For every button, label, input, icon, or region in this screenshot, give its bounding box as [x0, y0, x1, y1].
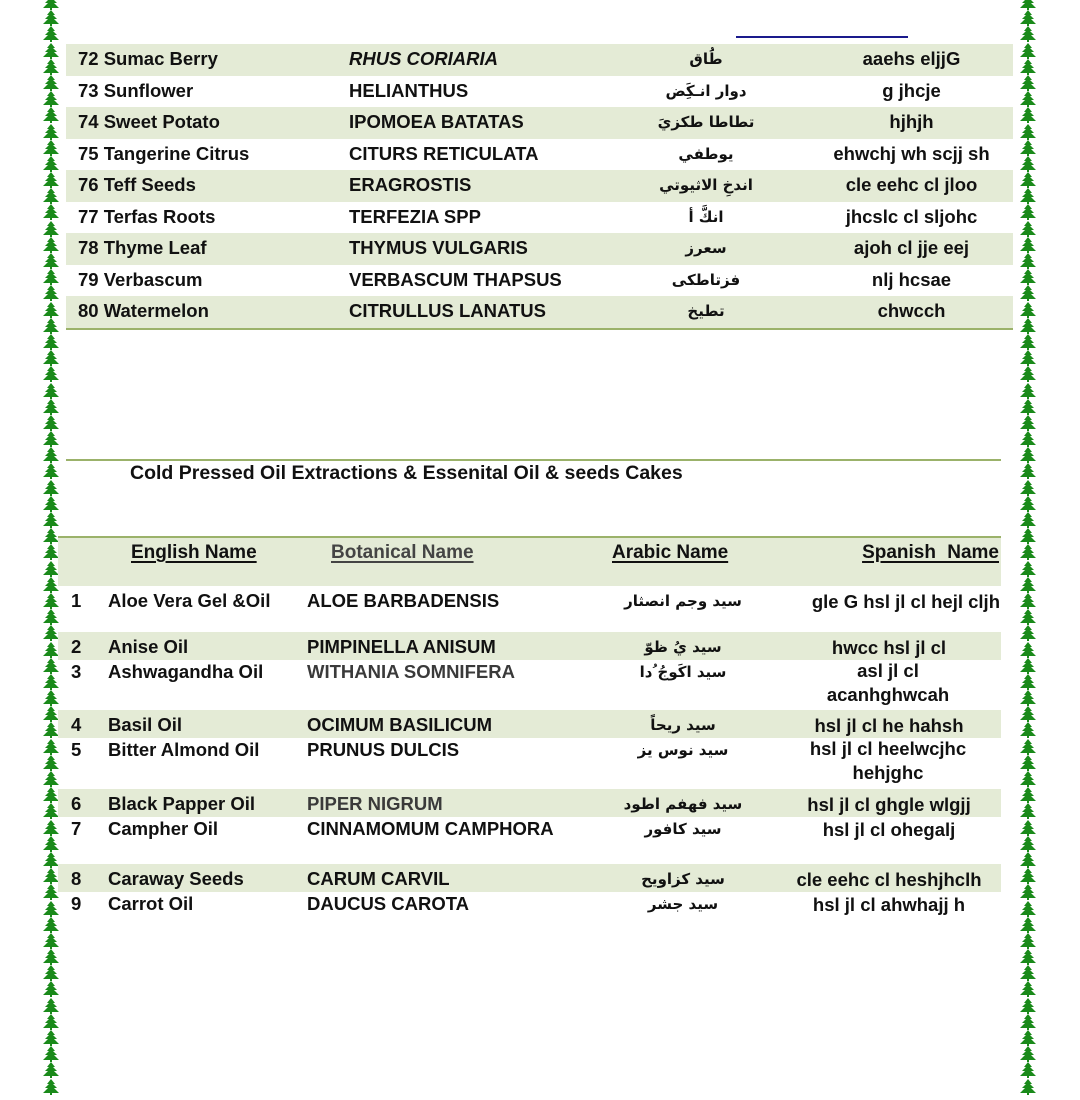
row-number: 3	[71, 661, 82, 682]
header-arabic-name: Arabic Name	[612, 542, 729, 563]
botanical-name: CINNAMOMUM CAMPHORA	[307, 818, 554, 839]
tree-icon	[1019, 577, 1037, 593]
tree-icon	[42, 933, 60, 949]
arabic-name: سيد كزاويح	[641, 870, 725, 888]
tree-icon	[1019, 415, 1037, 431]
tree-icon	[42, 156, 60, 172]
arabic-name: تطيخ	[687, 302, 725, 320]
arabic-name: سيد اكَوجُ ُدا	[639, 663, 727, 681]
tree-icon	[1019, 156, 1037, 172]
tree-icon	[42, 399, 60, 415]
english-name: 73 Sunflower	[78, 79, 194, 101]
arabic-name: سيد ريحاً	[650, 716, 716, 734]
tree-icon	[42, 1079, 60, 1095]
tree-icon	[1019, 998, 1037, 1014]
tree-icon	[1019, 690, 1037, 706]
english-name: 79 Verbascum	[78, 268, 203, 290]
section-title: Cold Pressed Oil Extractions & Essenital Oil & seeds Cakes	[130, 462, 683, 484]
tree-icon	[42, 334, 60, 350]
english-name: Caraway Seeds	[108, 868, 244, 889]
english-name: Campher Oil	[108, 818, 218, 839]
row-number: 9	[71, 893, 82, 914]
tree-icon	[42, 998, 60, 1014]
tree-icon	[42, 302, 60, 318]
table-row	[66, 107, 1013, 139]
tree-icon	[1019, 901, 1037, 917]
spanish-name: gle G hsl jl cl hejl cljh	[811, 591, 1000, 612]
english-name: Anise Oil	[108, 636, 189, 657]
tree-icon	[1019, 140, 1037, 156]
tree-icon	[1019, 447, 1037, 463]
tree-icon	[1019, 366, 1037, 382]
tree-icon	[1019, 706, 1037, 722]
arabic-name: طَُاق	[689, 50, 723, 68]
tree-icon	[42, 26, 60, 42]
hyperlink-underline	[736, 36, 908, 38]
spanish-name: cle eehc cl jloo	[845, 174, 978, 195]
botanical-name: CARUM CARVIL	[307, 868, 450, 889]
tree-icon	[1019, 26, 1037, 42]
botanical-name: PIPER NIGRUM	[307, 793, 443, 814]
tree-icon	[1019, 75, 1037, 91]
botanical-name: VERBASCUM THAPSUS	[349, 268, 562, 290]
tree-icon	[42, 221, 60, 237]
arabic-name: يوطفي	[678, 144, 734, 163]
tree-icon	[1019, 722, 1037, 738]
tree-icon	[1019, 609, 1037, 625]
tree-icon	[1019, 528, 1037, 544]
tree-icon	[42, 366, 60, 382]
spanish-name: jhcslc cl sljohc	[845, 205, 978, 227]
tree-icon	[42, 447, 60, 463]
products-table-continued	[66, 44, 1013, 330]
botanical-name: PRUNUS DULCIS	[307, 739, 460, 760]
tree-icon	[1019, 755, 1037, 771]
arabic-name: تطاطا طكزيَ	[657, 113, 755, 131]
botanical-name: PIMPINELLA ANISUM	[307, 636, 496, 657]
tree-icon	[1019, 593, 1037, 609]
tree-icon	[1019, 107, 1037, 123]
tree-icon	[1019, 820, 1037, 836]
botanical-name: ERAGROSTIS	[349, 174, 472, 195]
tree-icon	[1019, 285, 1037, 301]
tree-icon	[1019, 949, 1037, 965]
tree-icon	[1019, 496, 1037, 512]
tree-icon	[1019, 1014, 1037, 1030]
spanish-name: hjhjh	[889, 111, 934, 132]
tree-icon	[1019, 642, 1037, 658]
tree-icon	[1019, 917, 1037, 933]
botanical-name: OCIMUM BASILICUM	[307, 714, 492, 735]
tree-icon	[1019, 399, 1037, 415]
table-row	[58, 660, 1001, 710]
table-row	[58, 738, 1001, 789]
spanish-name: hwcc hsl jl cl	[831, 637, 947, 658]
botanical-name: TERFEZIA SPP	[349, 205, 481, 227]
tree-icon	[1019, 10, 1037, 26]
tree-icon	[42, 204, 60, 220]
oils-table	[58, 536, 1001, 920]
spanish-name: ajoh cl jje eej	[853, 237, 970, 258]
arabic-name: فزتاطكى	[671, 270, 741, 289]
row-number: 1	[71, 590, 82, 611]
english-name: 77 Terfas Roots	[78, 205, 216, 227]
table-row	[58, 789, 1001, 817]
tree-icon	[1019, 237, 1037, 253]
spanish-name: hsl jl cl heelwcjhc hehjghc	[809, 738, 967, 783]
arabic-name: سعرز	[685, 239, 727, 257]
arabic-name: سيد جشر	[647, 895, 719, 913]
tree-icon	[1019, 269, 1037, 285]
tree-icon	[1019, 334, 1037, 350]
tree-icon	[42, 415, 60, 431]
row-number: 6	[71, 793, 82, 814]
english-name: 80 Watermelon	[78, 300, 209, 321]
tree-icon	[42, 496, 60, 512]
spanish-name: asl jl cl acanhghwcah	[826, 660, 950, 705]
arabic-name: سيد فهفم اطود	[623, 795, 743, 813]
spanish-name: chwcch	[877, 300, 946, 321]
tree-icon	[1019, 221, 1037, 237]
botanical-name: WITHANIA SOMNIFERA	[307, 661, 515, 682]
tree-icon	[42, 124, 60, 140]
tree-icon	[42, 463, 60, 479]
tree-icon	[42, 269, 60, 285]
table-row	[66, 76, 1013, 108]
table-row	[58, 710, 1001, 738]
table-row	[66, 233, 1013, 265]
spanish-name: g jhcje	[882, 79, 941, 101]
english-name: 74 Sweet Potato	[78, 111, 220, 132]
tree-icon	[1019, 172, 1037, 188]
arabic-name: دوار انـكَِض	[665, 81, 747, 100]
tree-icon	[1019, 852, 1037, 868]
tree-icon	[42, 949, 60, 965]
header-spanish-name: Spanish Name	[862, 542, 999, 563]
row-number: 8	[71, 868, 82, 889]
tree-icon	[1019, 59, 1037, 75]
tree-icon	[1019, 981, 1037, 997]
tree-icon	[1019, 124, 1037, 140]
table-header	[58, 536, 1001, 586]
tree-icon	[1019, 868, 1037, 884]
english-name: Carrot Oil	[108, 893, 194, 914]
tree-icon	[1019, 544, 1037, 560]
table-row	[58, 586, 1001, 632]
tree-icon	[1019, 431, 1037, 447]
arabic-name: سيد كافور	[644, 820, 722, 838]
spanish-name: hsl jl cl he hahsh	[814, 715, 964, 736]
spanish-name: cle eehc cl heshjhclh	[796, 869, 982, 890]
botanical-name: ALOE BARBADENSIS	[307, 590, 500, 611]
table-row	[66, 296, 1013, 328]
spanish-name: nlj hcsae	[871, 268, 952, 290]
tree-icon	[1019, 302, 1037, 318]
spanish-name: aaehs eljjG	[862, 48, 961, 69]
table-row	[66, 265, 1013, 297]
tree-icon	[1019, 965, 1037, 981]
botanical-name: THYMUS VULGARIS	[349, 237, 528, 258]
english-name: 76 Teff Seeds	[78, 174, 196, 195]
tree-icon	[42, 188, 60, 204]
arabic-name: انكَّ أ	[688, 207, 724, 226]
botanical-name: IPOMOEA BATATAS	[349, 111, 524, 132]
english-name: Ashwagandha Oil	[108, 661, 264, 682]
tree-icon	[42, 43, 60, 59]
tree-icon	[1019, 91, 1037, 107]
spanish-name: ehwchj wh scjj sh	[833, 142, 990, 164]
english-name: 75 Tangerine Citrus	[78, 142, 250, 164]
english-name: Aloe Vera Gel &Oil	[108, 590, 271, 611]
tree-icon	[42, 75, 60, 91]
tree-icon	[1019, 253, 1037, 269]
tree-icon	[1019, 836, 1037, 852]
tree-icon	[42, 253, 60, 269]
spanish-name: hsl jl cl ahwhajj h	[812, 894, 966, 915]
section-divider	[66, 459, 1001, 461]
tree-icon	[1019, 787, 1037, 803]
tree-icon	[1019, 658, 1037, 674]
botanical-name: DAUCUS CAROTA	[307, 893, 470, 914]
table-row	[66, 170, 1013, 202]
tree-icon	[42, 59, 60, 75]
tree-icon	[42, 140, 60, 156]
tree-icon	[1019, 739, 1037, 755]
right-tree-border	[1017, 0, 1039, 1084]
tree-icon	[42, 91, 60, 107]
tree-icon	[42, 512, 60, 528]
tree-icon	[1019, 43, 1037, 59]
table-row	[58, 864, 1001, 892]
tree-icon	[1019, 1030, 1037, 1046]
header-botanical-name: Botanical Name	[331, 542, 474, 563]
header-english-name: English Name	[131, 542, 257, 563]
tree-icon	[1019, 771, 1037, 787]
tree-icon	[42, 318, 60, 334]
tree-icon	[1019, 383, 1037, 399]
tree-icon	[42, 172, 60, 188]
tree-icon	[42, 107, 60, 123]
tree-icon	[42, 1014, 60, 1030]
tree-icon	[42, 981, 60, 997]
tree-icon	[1019, 188, 1037, 204]
row-number: 5	[71, 739, 82, 760]
tree-icon	[42, 480, 60, 496]
spanish-name: hsl jl cl ghgle wlgjj	[807, 794, 971, 815]
tree-icon	[1019, 480, 1037, 496]
spanish-name: hsl jl cl ohegalj	[822, 819, 956, 840]
english-name: Black Papper Oil	[108, 793, 256, 814]
botanical-name: CITURS RETICULATA	[349, 142, 539, 164]
english-name: 78 Thyme Leaf	[78, 237, 207, 258]
tree-icon	[42, 383, 60, 399]
table-row	[66, 139, 1013, 171]
english-name: Bitter Almond Oil	[108, 739, 260, 760]
row-number: 4	[71, 714, 82, 735]
english-name: 72 Sumac Berry	[78, 48, 218, 69]
tree-icon	[1019, 204, 1037, 220]
tree-icon	[1019, 512, 1037, 528]
table-row	[66, 44, 1013, 76]
botanical-name: RHUS CORIARIA	[349, 48, 499, 69]
tree-icon	[42, 237, 60, 253]
botanical-name: CITRULLUS LANATUS	[349, 300, 546, 321]
tree-icon	[42, 10, 60, 26]
tree-icon	[1019, 1046, 1037, 1062]
tree-icon	[1019, 0, 1037, 10]
table-row	[58, 892, 1001, 920]
tree-icon	[1019, 1079, 1037, 1095]
english-name: Basil Oil	[108, 714, 183, 735]
tree-icon	[42, 350, 60, 366]
tree-icon	[42, 1062, 60, 1078]
tree-icon	[42, 285, 60, 301]
arabic-name: سيد وجم انصثار	[624, 592, 742, 610]
tree-icon	[1019, 1062, 1037, 1078]
table-row	[66, 202, 1013, 234]
tree-icon	[42, 965, 60, 981]
tree-icon	[42, 1030, 60, 1046]
arabic-name: اندخِ الاثيوتي	[659, 176, 753, 194]
tree-icon	[1019, 933, 1037, 949]
tree-icon	[42, 1046, 60, 1062]
tree-icon	[1019, 561, 1037, 577]
tree-icon	[1019, 350, 1037, 366]
tree-icon	[42, 431, 60, 447]
tree-icon	[1019, 884, 1037, 900]
tree-icon	[1019, 463, 1037, 479]
row-number: 2	[71, 636, 82, 657]
arabic-name: سيد نوس يز	[637, 741, 729, 759]
table-row	[58, 632, 1001, 660]
tree-icon	[1019, 674, 1037, 690]
arabic-name: سيد يُ ظوّ	[644, 638, 722, 656]
table-row	[58, 817, 1001, 864]
tree-icon	[1019, 803, 1037, 819]
table-bottom-rule	[66, 328, 1013, 330]
tree-icon	[1019, 318, 1037, 334]
tree-icon	[1019, 625, 1037, 641]
tree-icon	[42, 0, 60, 10]
row-number: 7	[71, 818, 82, 839]
botanical-name: HELIANTHUS	[349, 79, 469, 101]
